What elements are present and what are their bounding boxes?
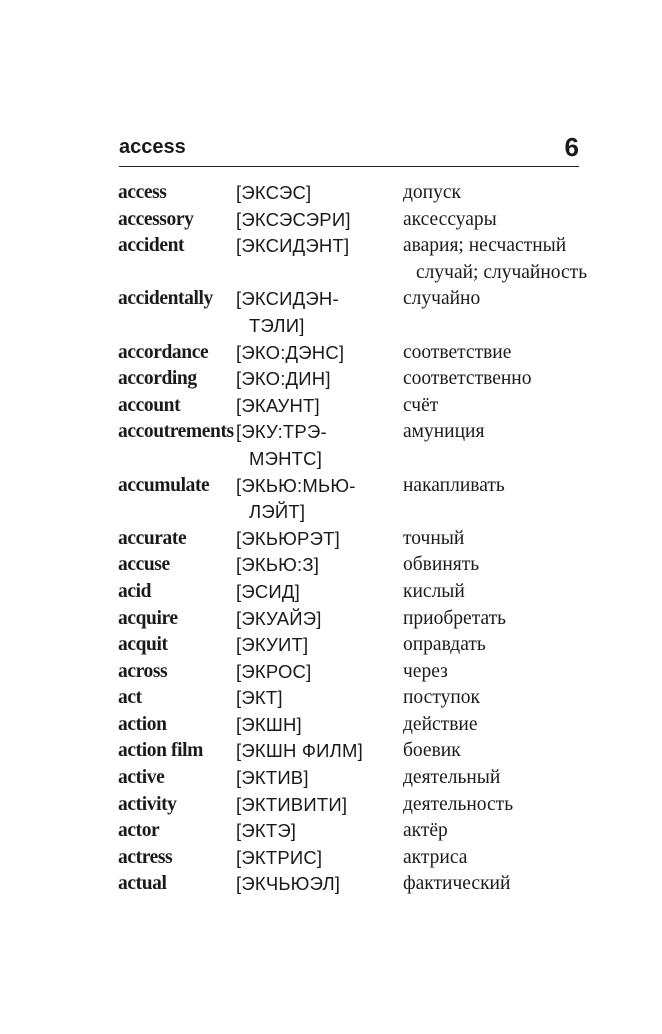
entry-pronunciation xyxy=(236,765,309,792)
translation-line: счёт xyxy=(403,394,439,416)
dictionary-entry xyxy=(118,419,598,472)
dictionary-entry xyxy=(118,579,598,606)
entry-word: action film xyxy=(118,740,203,762)
entry-word: act xyxy=(118,687,142,709)
entry-word: accumulate xyxy=(118,474,210,496)
entry-translation xyxy=(403,552,479,579)
pronunciation-line: [ЭКСИДЭН- xyxy=(236,288,339,310)
entry-pronunciation xyxy=(236,606,322,633)
pronunciation-line: [ЭКУИТ] xyxy=(236,634,309,656)
entry-pronunciation xyxy=(236,473,356,526)
translation-line: действие xyxy=(403,713,478,735)
entry-word: accurate xyxy=(118,527,187,549)
entry-translation xyxy=(403,579,465,606)
entry-pronunciation xyxy=(236,180,311,207)
dictionary-entry xyxy=(118,871,598,898)
translation-line: актриса xyxy=(403,846,468,868)
pronunciation-line: [ЭКО:ДИН] xyxy=(236,368,331,390)
translation-line: обвинять xyxy=(403,554,480,576)
entry-translation xyxy=(403,366,531,393)
entry-word: actress xyxy=(118,846,173,868)
pronunciation-line: [ЭКАУНТ] xyxy=(236,394,320,416)
entry-word: account xyxy=(118,394,181,416)
translation-line: фактический xyxy=(403,873,511,895)
entry-pronunciation xyxy=(236,845,322,872)
entry-pronunciation xyxy=(236,818,296,845)
entry-word: accessory xyxy=(118,208,194,230)
entry-pronunciation xyxy=(236,526,340,553)
entry-translation xyxy=(403,286,480,313)
pronunciation-line: [ЭКТИВ] xyxy=(236,767,309,789)
entry-translation xyxy=(403,340,511,367)
pronunciation-line: [ЭКЬЮРЭТ] xyxy=(236,527,340,549)
dictionary-entry xyxy=(118,792,598,819)
entry-pronunciation xyxy=(236,738,363,765)
dictionary-entry xyxy=(118,765,598,792)
translation-line: накапливать xyxy=(403,474,505,496)
entry-translation xyxy=(403,606,506,633)
dictionary-entry xyxy=(118,606,598,633)
pronunciation-line: [ЭКСЭС] xyxy=(236,182,312,203)
entry-translation xyxy=(403,632,486,659)
entry-word: action xyxy=(118,713,167,735)
pronunciation-line: [ЭКТИВИТИ] xyxy=(236,793,348,815)
entry-pronunciation xyxy=(236,871,340,898)
dictionary-entry xyxy=(118,233,598,286)
entry-pronunciation xyxy=(236,659,311,686)
entry-translation xyxy=(403,712,478,739)
entry-translation xyxy=(403,419,484,446)
entry-translation xyxy=(403,845,467,872)
pronunciation-line: [ЭКШН ФИЛМ] xyxy=(236,740,363,762)
translation-line: случайно xyxy=(403,288,481,310)
translation-line: точный xyxy=(403,527,465,549)
running-head xyxy=(119,132,579,167)
translation-line: соответственно xyxy=(403,368,532,390)
entry-pronunciation xyxy=(236,233,349,260)
dictionary-entry xyxy=(118,286,598,339)
pronunciation-line: [ЭКУАЙЭ] xyxy=(236,607,322,629)
translation-line: актёр xyxy=(403,820,448,842)
page-number: 6 xyxy=(564,132,579,162)
entry-pronunciation xyxy=(236,685,283,712)
translation-line: авария; несчастный xyxy=(403,235,567,257)
pronunciation-line: [ЭКО:ДЭНС] xyxy=(236,341,345,363)
entry-word: accordance xyxy=(118,341,209,363)
entry-translation xyxy=(403,765,500,792)
entry-pronunciation xyxy=(236,207,351,234)
entry-word: accident xyxy=(118,235,185,257)
translation-line: амуниция xyxy=(403,421,485,443)
entry-pronunciation xyxy=(236,579,300,606)
entry-translation xyxy=(403,473,505,500)
head-word: access xyxy=(119,136,186,158)
translation-line: деятельность xyxy=(403,793,514,815)
translation-line: кислый xyxy=(403,580,465,602)
pronunciation-line: [ЭКТЭ] xyxy=(236,820,297,842)
entry-pronunciation xyxy=(236,552,319,579)
entry-word: acquit xyxy=(118,634,168,656)
translation-line: аксессуары xyxy=(403,208,497,230)
pronunciation-line: [ЭКСИДЭНТ] xyxy=(236,235,350,257)
pronunciation-line: [ЭКТ] xyxy=(236,687,283,709)
entry-pronunciation xyxy=(236,366,331,393)
entry-word: according xyxy=(118,368,197,390)
entry-word: accoutrements xyxy=(118,421,234,443)
entry-translation xyxy=(403,207,497,234)
dictionary-entry xyxy=(118,473,598,526)
dictionary-entry xyxy=(118,366,598,393)
pronunciation-line: [ЭСИД] xyxy=(236,580,300,602)
pronunciation-line: [ЭКУ:ТРЭ- xyxy=(236,421,327,443)
dictionary-entry xyxy=(118,207,598,234)
entry-translation xyxy=(403,393,438,420)
translation-line: поступок xyxy=(403,687,481,709)
entry-pronunciation xyxy=(236,712,302,739)
entry-word: active xyxy=(118,767,165,789)
dictionary-entry xyxy=(118,659,598,686)
translation-line: через xyxy=(403,660,448,682)
entry-translation xyxy=(403,792,513,819)
translation-line: допуск xyxy=(403,182,461,203)
dictionary-entry xyxy=(118,738,598,765)
entry-pronunciation xyxy=(236,286,339,339)
pronunciation-line: [ЭКЧЬЮЭЛ] xyxy=(236,873,341,895)
entry-translation xyxy=(403,233,587,286)
dictionary-entry xyxy=(118,340,598,367)
entry-word: access xyxy=(118,182,167,203)
entry-pronunciation xyxy=(236,792,347,819)
entry-translation xyxy=(403,526,464,553)
pronunciation-line: МЭНТС] xyxy=(249,447,323,469)
entry-word: actor xyxy=(118,820,160,842)
entry-pronunciation xyxy=(236,419,327,472)
entry-word: accuse xyxy=(118,554,170,576)
entry-word: activity xyxy=(118,793,177,815)
entry-word: actual xyxy=(118,873,167,895)
entry-pronunciation xyxy=(236,393,320,420)
entry-word: acid xyxy=(118,580,152,602)
entry-translation xyxy=(403,818,448,845)
dictionary-entry xyxy=(118,818,598,845)
dictionary-entry xyxy=(118,712,598,739)
entry-translation xyxy=(403,685,480,712)
dictionary-entry xyxy=(118,526,598,553)
dictionary-entry xyxy=(118,632,598,659)
pronunciation-line: [ЭКТРИС] xyxy=(236,846,323,868)
pronunciation-line: [ЭКШН] xyxy=(236,713,302,735)
entry-list xyxy=(118,180,598,898)
dictionary-entry xyxy=(118,393,598,420)
entry-translation xyxy=(403,738,461,765)
pronunciation-line: ЛЭЙТ] xyxy=(249,501,306,523)
entry-translation xyxy=(403,871,510,898)
entry-translation xyxy=(403,659,448,686)
dictionary-entry xyxy=(118,552,598,579)
translation-line: деятельный xyxy=(403,767,501,789)
translation-line: приобретать xyxy=(403,607,507,629)
pronunciation-line: [ЭКЬЮ:З] xyxy=(236,554,320,576)
dictionary-entry xyxy=(118,845,598,872)
pronunciation-line: [ЭКСЭСЭРИ] xyxy=(236,208,351,230)
translation-line: боевик xyxy=(403,740,461,762)
pronunciation-line: [ЭКРОС] xyxy=(236,660,312,682)
pronunciation-line: ТЭЛИ] xyxy=(249,314,305,336)
translation-line: оправдать xyxy=(403,634,486,656)
translation-line: соответствие xyxy=(403,341,512,363)
entry-word: across xyxy=(118,660,168,682)
entry-translation xyxy=(403,180,461,207)
pronunciation-line: [ЭКЬЮ:МЬЮ- xyxy=(236,474,356,496)
entry-pronunciation xyxy=(236,340,344,367)
entry-word: acquire xyxy=(118,607,178,629)
entry-word: accidentally xyxy=(118,288,213,310)
dictionary-entry xyxy=(118,180,598,207)
dictionary-entry xyxy=(118,685,598,712)
entry-pronunciation xyxy=(236,632,308,659)
translation-line: случай; случайность xyxy=(416,261,588,283)
